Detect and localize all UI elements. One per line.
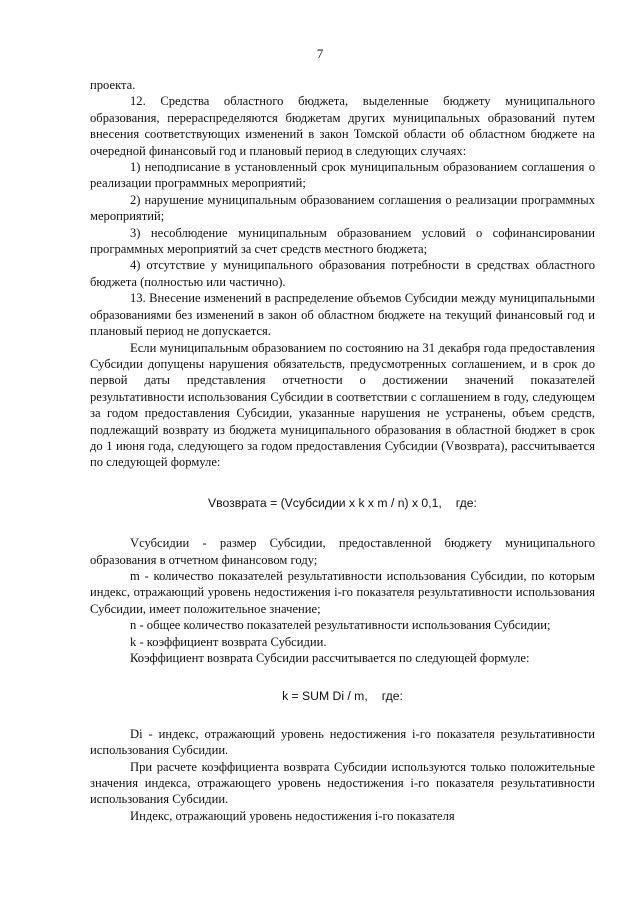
- definition-k: k - коэффициент возврата Субсидии.: [130, 634, 327, 649]
- formula-expression: Vвозврата = (Vсубсидии x k x m / n) x 0,1,: [208, 495, 442, 510]
- formula-return-volume: [90, 495, 595, 511]
- formula-coefficient: [90, 688, 595, 704]
- definition-n: n - общее количество показателей результативности использования Субсидии;: [130, 618, 551, 633]
- page-number: 7: [316, 46, 324, 61]
- formula-where: где:: [381, 689, 403, 704]
- definition-vsubsidy: Vсубсидии - размер Субсидии, предоставленной бюджету муниципального образования в отчетном финансовом году;: [90, 536, 595, 567]
- list-item-3: 3) несоблюдение муниципальным образованием условий о софинансировании программных мероприятий за счет средств местного бюджета;: [90, 225, 595, 257]
- list-item-4: 4) отсутствие у муниципального образования потребности в средствах областного бюджета (полностью или частично).: [90, 258, 595, 289]
- definition-m: m - количество показателей результативности использования Субсидии, по которым индекс, отражающий уровень недостижения i-го показателя результативности использования Субсидии, имеет положительное значение;: [90, 568, 595, 616]
- paragraph-coefficient-intro: Коэффициент возврата Субсидии рассчитывается по следующей формуле:: [130, 651, 530, 665]
- list-item-1: 1) неподписание в установленный срок муниципальным образованием соглашения о реализации программных мероприятий;: [90, 160, 595, 191]
- formula-where: где:: [455, 495, 477, 510]
- paragraph-index-start: Индекс, отражающий уровень недостижения i-го показателя: [130, 808, 455, 823]
- paragraph-13: 13. Внесение изменений в распределение объемов Субсидии между муниципальными образованиями без изменений в закон об областном бюджете на текущий финансовый год и плановый период не допускается.: [90, 291, 595, 339]
- paragraph-12: 12. Средства областного бюджета, выделенные бюджету муниципального образования, перераспределяются бюджетам других муниципальных образований путем внесения соответствующих изменений в закон Томской области об областном бюджете на очередной финансовый год и плановый период в следующих случаях:: [90, 94, 595, 158]
- paragraph-continuation: проекта.: [90, 78, 136, 92]
- formula-expression: k = SUM Di / m,: [282, 689, 368, 704]
- list-item-2: 2) нарушение муниципальным образованием соглашения о реализации программных мероприятий;: [90, 192, 595, 224]
- paragraph-return-conditions: Если муниципальным образованием по состоянию на 31 декабря года предоставления Субсидии допущены нарушения обязательств, предусмотренных соглашением, и в срок до первой даты представления отчетности о достижении значений показателей результативности использования Субсидии в соответствии с соглашением в году, следующем за годом предоставления Субсидии, указанные нарушения не устранены, объем средств, подлежащий возврату из бюджета муниципального образования в областной бюджет в срок до 1 июня года, следующего за годом предоставления Субсидии (Vвозврата), рассчитывается по следующей формуле:: [90, 340, 595, 470]
- paragraph-positive-values: При расчете коэффициента возврата Субсидии используются только положительные значения индекса, отражающего уровень недостижения i-го показателя результативности использования Субсидии.: [90, 759, 595, 807]
- definition-di: Di - индекс, отражающий уровень недостижения i-го показателя результативности использования Субсидии.: [90, 726, 595, 758]
- document-body: [90, 77, 595, 824]
